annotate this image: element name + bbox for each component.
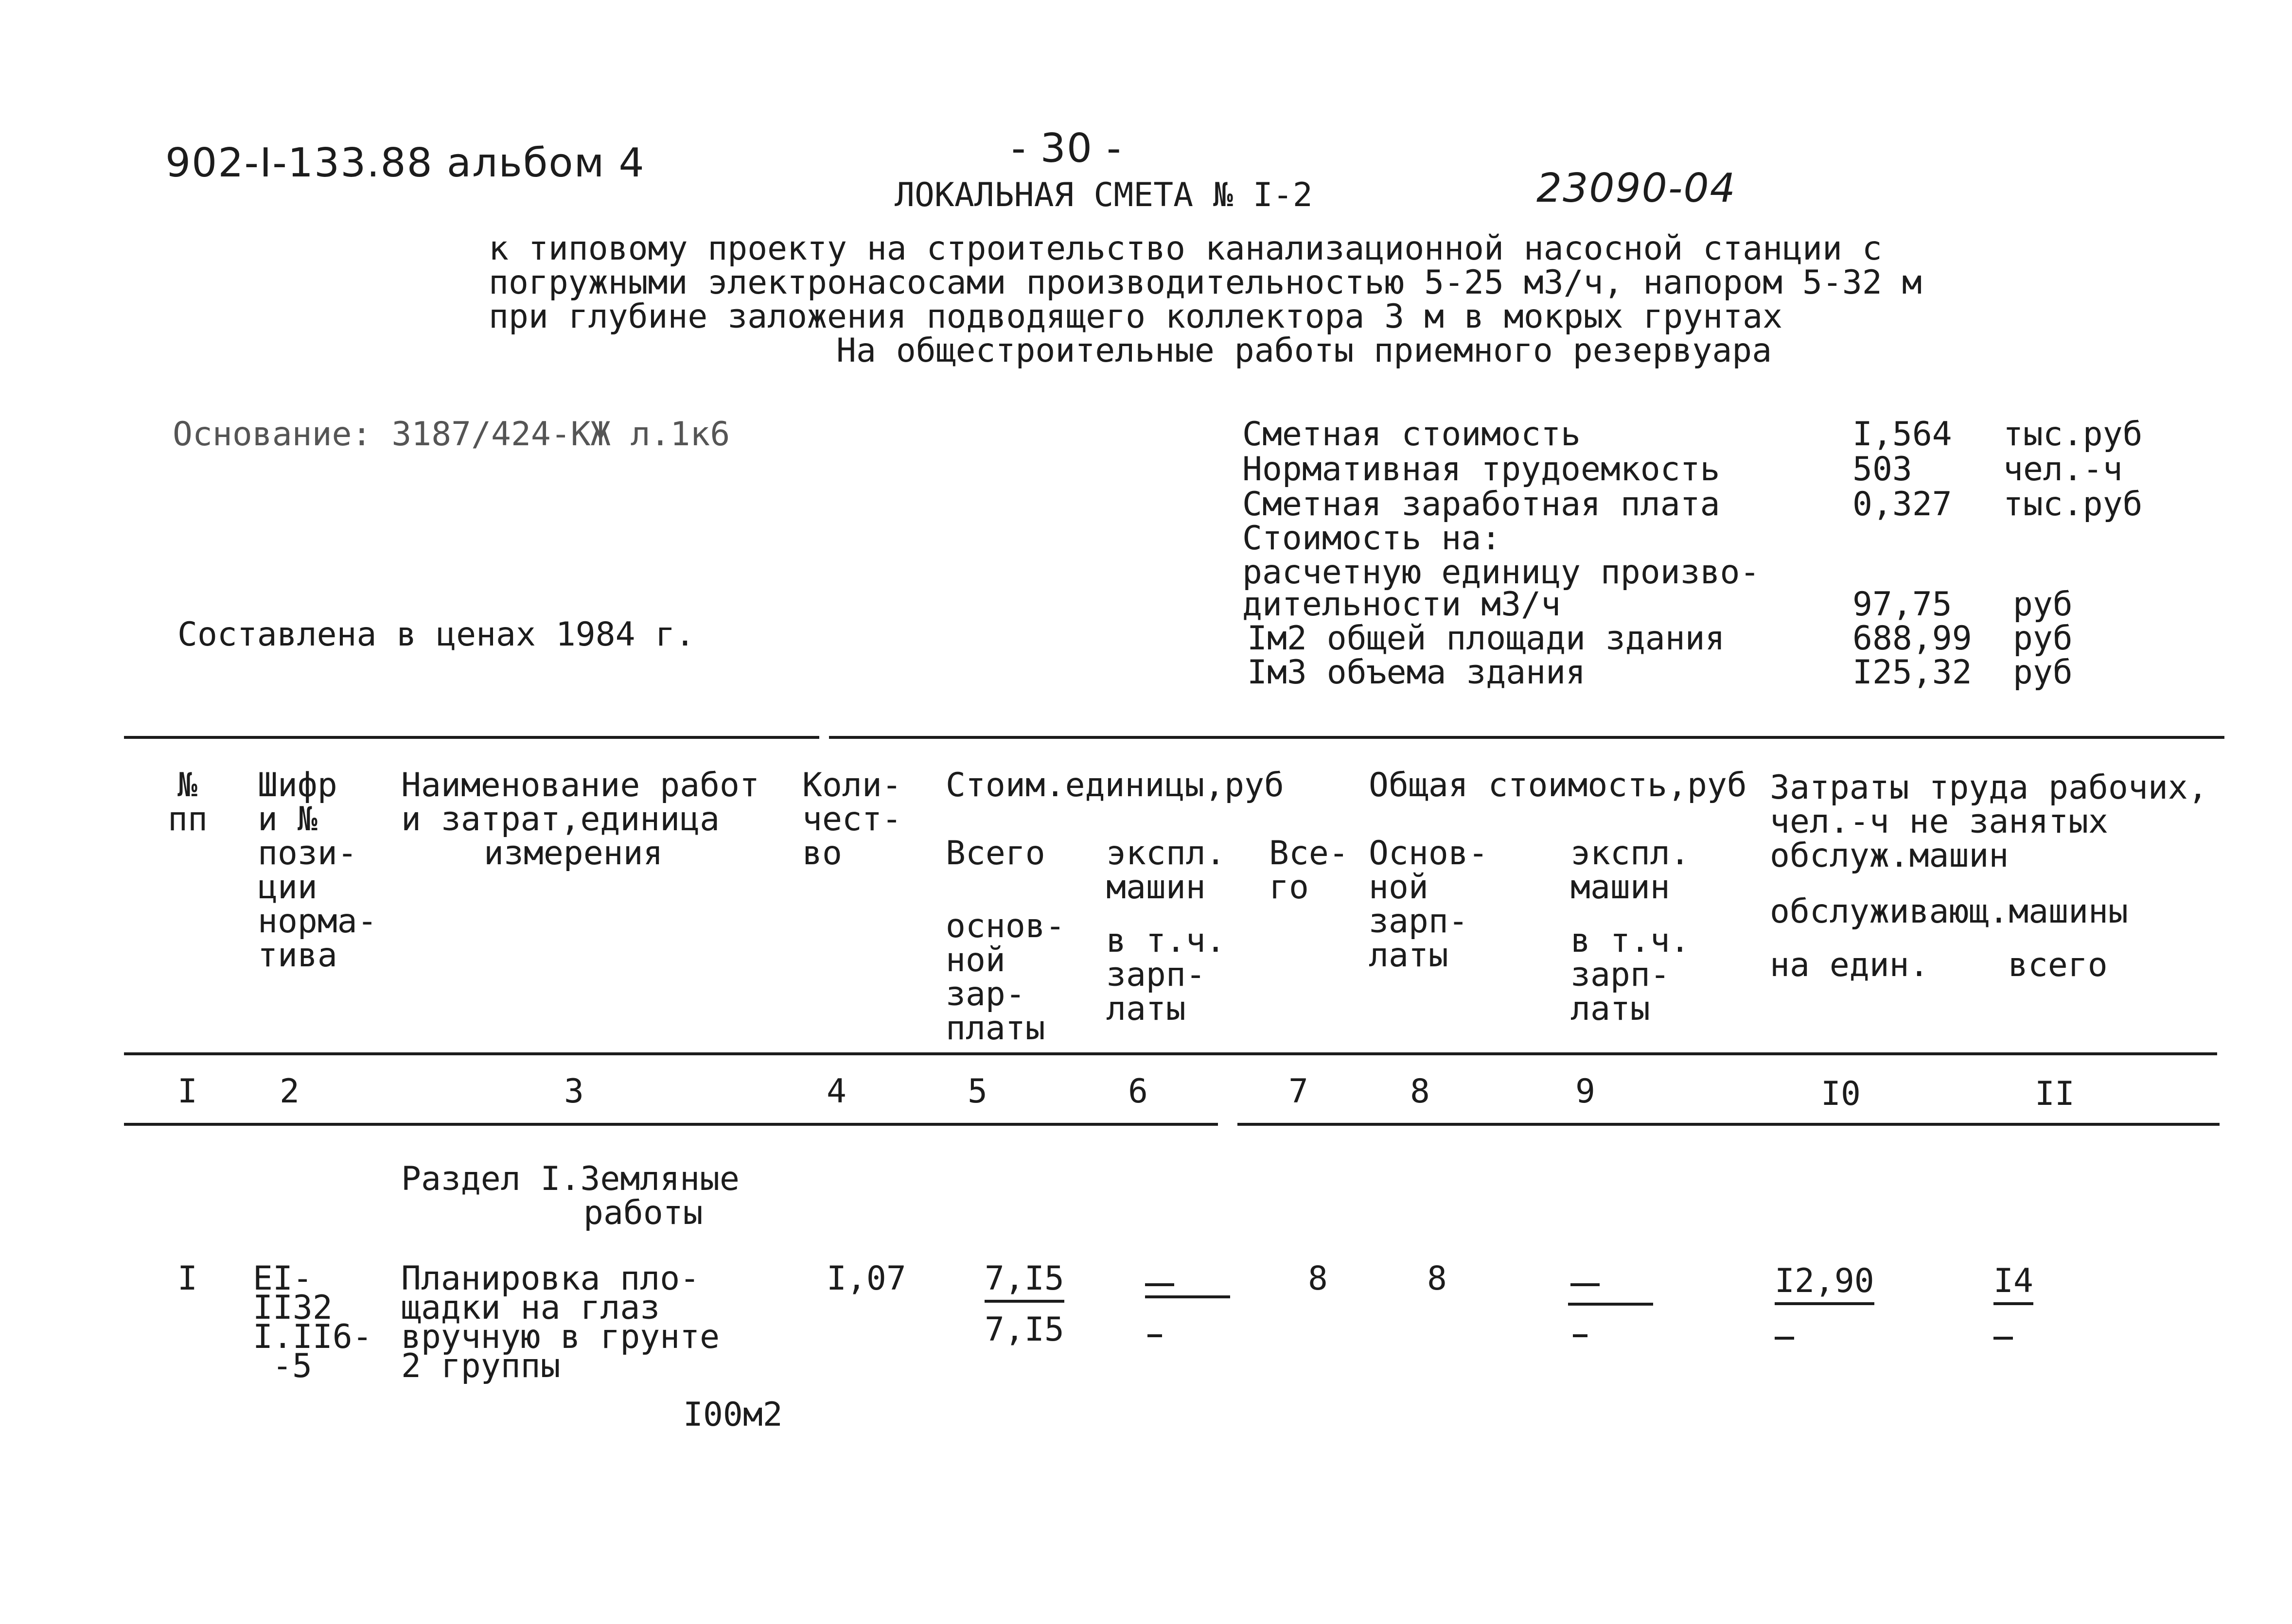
- row-code-l3: I.II6-: [253, 1318, 372, 1356]
- colnum-5: 5: [968, 1072, 987, 1111]
- table-numbers-rule-left: [124, 1123, 1218, 1126]
- wages-value: 0,327: [1852, 485, 1952, 524]
- table-numbers-rule-right: [1237, 1123, 2220, 1126]
- header-total-all-l2: го: [1269, 868, 1309, 907]
- header-col4-l1: Коли-: [802, 766, 902, 804]
- row-code-l2: II32: [253, 1289, 333, 1327]
- header-total-mach-l1: экспл.: [1570, 834, 1690, 873]
- header-unit-basic-l4: платы: [946, 1009, 1045, 1048]
- row-name-l2: щадки на глаз: [401, 1289, 660, 1327]
- header-col3-l2: и затрат,единица: [401, 800, 720, 838]
- section-title-l1: Раздел I.Земляные: [401, 1160, 740, 1198]
- unit-capacity-label-1: расчетную единицу произво-: [1242, 553, 1760, 592]
- header-unit-mach-wage-l2: зарп-: [1106, 956, 1206, 994]
- header-col4-l3: во: [802, 834, 842, 873]
- colnum-1: I: [177, 1072, 197, 1111]
- estimated-cost-label: Сметная стоимость: [1242, 415, 1581, 454]
- subtitle-line-1: к типовому проекту на строительство канализационной насосной станции с: [489, 229, 1882, 268]
- row-name-l3: вручную в грунте: [401, 1318, 720, 1356]
- colnum-2: 2: [280, 1072, 300, 1111]
- estimated-cost-value: I,564: [1852, 415, 1952, 454]
- reference-code: 23090-04: [1536, 165, 1736, 211]
- page-title: ЛОКАЛЬНАЯ СМЕТА № I-2: [895, 176, 1313, 214]
- header-total-mach-wage-l3: латы: [1570, 990, 1650, 1028]
- subtitle-line-4: На общестроительные работы приемного резервуара: [836, 332, 1772, 370]
- unit-capacity-unit: руб: [2013, 585, 2073, 624]
- header-total-basic-l3: зарп-: [1369, 902, 1468, 941]
- prices-note: Составлена в ценах 1984 г.: [177, 615, 695, 654]
- header-col2-l3: пози-: [258, 834, 357, 873]
- section-title-l2: работы: [583, 1194, 703, 1232]
- row-unit-total: 7,I5: [985, 1261, 1064, 1296]
- header-col2-l2: и №: [258, 800, 317, 838]
- header-total-basic-l4: латы: [1369, 936, 1448, 975]
- row-name-l1: Планировка пло-: [401, 1259, 700, 1298]
- row-labor-unit: I2,90: [1775, 1264, 1874, 1299]
- area-value: 688,99: [1852, 619, 1972, 658]
- header-col2-l6: тива: [258, 936, 337, 975]
- row-code-l1: EI-: [253, 1259, 313, 1298]
- album: альбом 4: [446, 140, 645, 186]
- area-unit: руб: [2013, 619, 2073, 658]
- header-labor-total: всего: [2008, 946, 2108, 984]
- header-unit-mach-l1: экспл.: [1106, 834, 1226, 873]
- header-total-mach-wage-l1: в т.ч.: [1570, 922, 1690, 960]
- unit-capacity-label-2: дительности м3/ч: [1242, 585, 1561, 624]
- row-total-basic: 8: [1427, 1259, 1447, 1298]
- row-code-l4: -5: [272, 1347, 312, 1385]
- colnum-11: II: [2035, 1075, 2075, 1113]
- volume-unit: руб: [2013, 653, 2073, 692]
- area-label: Iм2 общей площади здания: [1247, 619, 1725, 658]
- row-total-mach-underline: [1568, 1303, 1653, 1306]
- row-total-mach-wage-dash: [1573, 1334, 1587, 1337]
- row-unit-mach-dash: [1145, 1283, 1174, 1286]
- table-top-rule-right: [829, 736, 2224, 739]
- header-total-cost: Общая стоимость,руб: [1369, 766, 1747, 804]
- header-unit-basic-l1: основ-: [946, 907, 1065, 945]
- row-total-mach-dash: [1570, 1283, 1600, 1286]
- header-col2-l1: Шифр: [258, 766, 337, 804]
- row-unit-mach-wage-dash: [1147, 1334, 1162, 1337]
- row-labor-total-dash: [1993, 1337, 2013, 1340]
- basis-stamp: Основание: 3187/424-КЖ л.1к6: [173, 415, 730, 454]
- header-total-all-l1: Все-: [1269, 834, 1349, 873]
- colnum-7: 7: [1288, 1072, 1308, 1111]
- header-col3-l3: измерения: [484, 834, 663, 873]
- header-col4-l2: чест-: [802, 800, 902, 838]
- row-name-l4: 2 группы: [401, 1347, 561, 1385]
- unit-capacity-value: 97,75: [1852, 585, 1952, 624]
- labor-intensity-value: 503: [1852, 450, 1912, 489]
- subtitle-line-3: при глубине заложения подводящего коллектора 3 м в мокрых грунтах: [489, 297, 1783, 336]
- table-header-rule: [124, 1052, 2217, 1055]
- table-top-rule-left: [124, 736, 819, 739]
- row-qty: I,07: [827, 1259, 906, 1298]
- header-col2-l4: ции: [258, 868, 317, 907]
- doc-code: 902-I-133.88 альбом 4: [165, 140, 645, 186]
- header-labor-l3: обслуж.машин: [1770, 837, 2009, 875]
- wages-unit: тыс.руб: [2003, 485, 2143, 524]
- header-total-basic-l2: ной: [1369, 868, 1428, 907]
- header-total-mach-l2: машин: [1570, 868, 1670, 907]
- subtitle-line-2: погружными электронасосами производительностью 5-25 м3/ч, напором 5-32 м: [489, 263, 1922, 302]
- header-total-mach-wage-l2: зарп-: [1570, 956, 1670, 994]
- header-unit-mach-wage-l3: латы: [1106, 990, 1186, 1028]
- row-total-all: 8: [1308, 1259, 1328, 1298]
- wages-label: Сметная заработная плата: [1242, 485, 1720, 524]
- estimated-cost-unit: тыс.руб: [2003, 415, 2143, 454]
- colnum-8: 8: [1410, 1072, 1430, 1111]
- row-labor-total: I4: [1993, 1264, 2033, 1299]
- header-labor-service: обслуживающ.машины: [1770, 892, 2128, 931]
- page-number: - 30 -: [1011, 125, 1122, 172]
- colnum-6: 6: [1128, 1072, 1148, 1111]
- row-labor-unit-dash: [1775, 1337, 1794, 1340]
- header-unit-mach-wage-l1: в т.ч.: [1106, 922, 1226, 960]
- volume-label: Iм3 объема здания: [1247, 653, 1586, 692]
- header-labor-per-unit: на един.: [1770, 946, 1929, 984]
- header-col1-l2: пп: [168, 800, 208, 838]
- row-num: I: [177, 1259, 197, 1298]
- labor-intensity-unit: чел.-ч: [2003, 450, 2123, 489]
- header-unit-cost: Стоим.единицы,руб: [946, 766, 1284, 804]
- colnum-4: 4: [827, 1072, 846, 1111]
- header-unit-basic-l3: зар-: [946, 975, 1025, 1013]
- cost-on-label: Стоимость на:: [1242, 519, 1501, 558]
- labor-intensity-label: Нормативная трудоемкость: [1242, 450, 1720, 489]
- header-total-basic-l1: Основ-: [1369, 834, 1488, 873]
- header-unit-total: Всего: [946, 834, 1045, 873]
- row-unit-basic: 7,I5: [985, 1310, 1064, 1349]
- header-col1-l1: №: [177, 766, 197, 804]
- header-unit-basic-l2: ной: [946, 941, 1005, 979]
- header-col3-l1: Наименование работ: [401, 766, 759, 804]
- header-labor-l2: чел.-ч не занятых: [1770, 803, 2108, 841]
- header-col2-l5: норма-: [258, 902, 377, 941]
- row-unit: I00м2: [683, 1396, 783, 1434]
- row-unit-mach-dash-top: [1145, 1295, 1230, 1298]
- colnum-10: I0: [1821, 1075, 1861, 1113]
- header-unit-mach-l2: машин: [1106, 868, 1206, 907]
- colnum-9: 9: [1575, 1072, 1595, 1111]
- header-labor-l1: Затраты труда рабочих,: [1770, 768, 2208, 807]
- volume-value: I25,32: [1852, 653, 1972, 692]
- colnum-3: 3: [564, 1072, 584, 1111]
